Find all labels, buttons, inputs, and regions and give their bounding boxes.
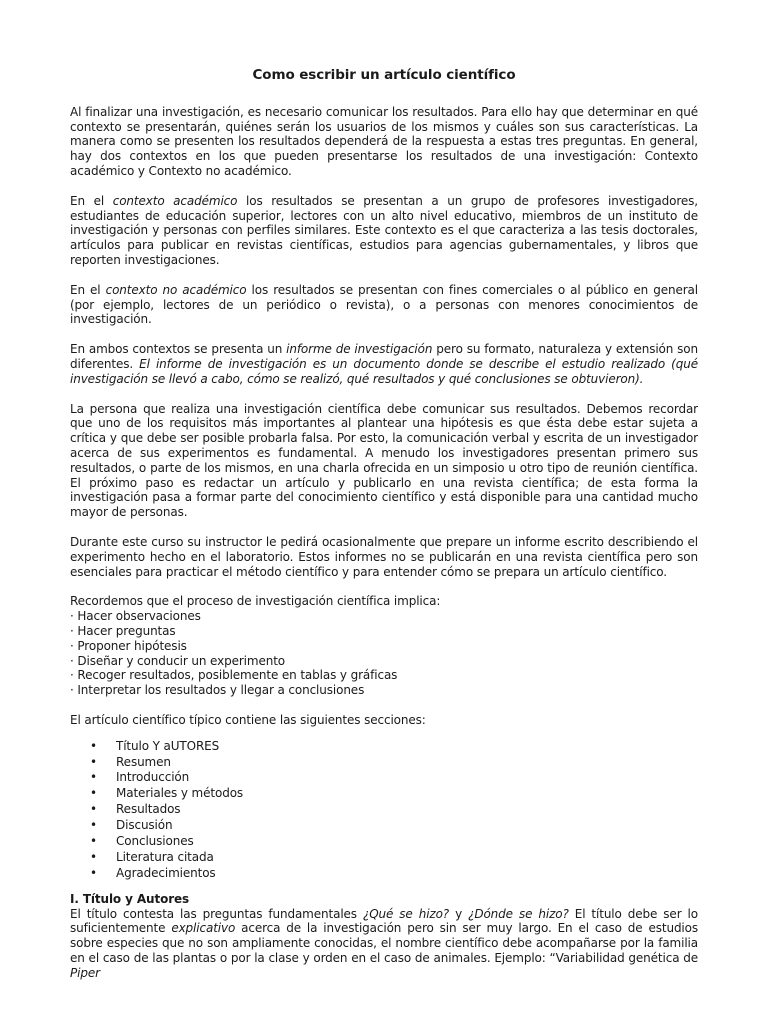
process-step: · Proponer hipótesis xyxy=(70,638,187,653)
sections-list xyxy=(70,728,698,882)
list-item: • Resultados xyxy=(90,802,698,818)
paragraph-academic-context xyxy=(70,194,698,268)
list-item: • Materiales y métodos xyxy=(90,786,698,802)
paragraph-communication: La persona que realiza una investigación científica debe comunicar sus resultados. Debemos recordar que uno de los requisitos más importantes al plantear una hipótesis es que ésta debe estar sujeta a crítica y que debe ser posible probarla falsa. Por esto, la comunicación verbal y escrita de un investigador acerca de sus experimentos es fundamental. A menudo los investigadores presentan primero sus resultados, o parte de los mismos, en una charla ofrecida en un simposio u otro tipo de reunión científica. El próximo paso es redactar un artículo y publicarlo en una revista científica; de esta forma la investigación pasa a formar parte del conocimiento científico y está disponible para una cantidad mucho mayor de personas. xyxy=(70,401,698,520)
text: y xyxy=(449,906,469,921)
term-explicativo: explicativo xyxy=(171,921,236,936)
text: El título contesta las preguntas fundamentales xyxy=(70,906,363,921)
text: acerca de la investigación pero sin ser muy largo. En el caso de estudios sobre especies que no son ampliamente conocidas, el nombre científico debe acompañarse por la familia en el caso de las plantas o por la clase y orden en el caso de animales. Ejemplo: “Variabilidad genética de xyxy=(70,921,699,965)
definition-research-report: El informe de investigación es un documento donde se describe el estudio realizado (qué investigación se llevó a cabo, cómo se realizó, qué resultados y qué conclusiones se obtuvieron). xyxy=(70,356,698,386)
process-step: · Hacer observaciones xyxy=(70,609,201,624)
process-step: · Interpretar los resultados y llegar a conclusiones xyxy=(70,683,365,698)
question-where: ¿Dónde se hizo? xyxy=(468,906,569,921)
list-item: • Resumen xyxy=(90,755,698,771)
list-item: • Título Y aUTORES xyxy=(90,739,698,755)
paragraph-intro: Al finalizar una investigación, es necesario comunicar los resultados. Para ello hay que determinar en qué contexto se presentarán, quiénes serán los usuarios de los mismos y cuáles son sus características. La manera como se presenten los resultados dependerá de la respuesta a estas tres preguntas. En general, hay dos contextos en los que pueden presentarse los resultados de una investigación: Contexto académico y Contexto no académico. xyxy=(70,104,698,178)
list-item: • Agradecimientos xyxy=(90,866,698,882)
paragraph-title-explanation xyxy=(70,907,698,981)
text: los resultados se presentan con fines comerciales o al público en general (por ejemplo, lectores de un periódico o revista), o a personas con menores conocimientos de investigación. xyxy=(70,282,698,327)
process-step: · Diseñar y conducir un experimento xyxy=(70,653,285,668)
text: En ambos contextos se presenta un xyxy=(70,342,287,357)
term-non-academic-context: contexto no académico xyxy=(105,282,247,297)
section-title-authors xyxy=(70,892,698,981)
process-step: · Recoger resultados, posiblemente en tablas y gráficas xyxy=(70,668,398,683)
text: los resultados se presentan a un grupo de profesores investigadores, estudiantes de educación superior, lectores con un alto nivel educativo, miembros de un instituto de investigación y personas con perfiles similares. Este contexto es el que caracteriza a las tesis doctorales, artículos para publicar en revistas científicas, estudios para agencias gubernamentales, y libros que reporten investigaciones. xyxy=(70,193,698,267)
question-what: ¿Qué se hizo? xyxy=(362,906,450,921)
section-heading: I. Título y Autores xyxy=(70,891,190,906)
document-page xyxy=(70,68,698,980)
process-intro: Recordemos que el proceso de investigación científica implica: xyxy=(70,594,441,609)
paragraph-research-report xyxy=(70,342,698,386)
text: pero su formato, naturaleza y extensión son diferentes. xyxy=(70,342,698,371)
list-item: • Literatura citada xyxy=(90,850,698,866)
sections-intro: El artículo científico típico contiene las siguientes secciones: xyxy=(70,712,426,727)
text: En el xyxy=(70,193,113,208)
species-name: Piper xyxy=(70,965,100,980)
text: En el xyxy=(70,282,106,297)
document-title: Como escribir un artículo científico xyxy=(252,67,516,83)
list-item: • Discusión xyxy=(90,818,698,834)
process-list xyxy=(70,594,698,698)
term-research-report: informe de investigación xyxy=(286,342,433,357)
list-item: • Introducción xyxy=(90,770,698,786)
term-academic-context: contexto académico xyxy=(112,193,238,208)
text: El título debe ser lo suficientemente xyxy=(70,906,698,936)
list-item: • Conclusiones xyxy=(90,834,698,850)
paragraph-course: Durante este curso su instructor le pedirá ocasionalmente que prepare un informe escrito describiendo el experimento hecho en el laboratorio. Estos informes no se publicarán en una revista científica pero son esenciales para practicar el método científico y para entender cómo se prepara un artículo científico. xyxy=(70,534,698,579)
process-step: · Hacer preguntas xyxy=(70,623,176,638)
paragraph-non-academic-context xyxy=(70,283,698,327)
